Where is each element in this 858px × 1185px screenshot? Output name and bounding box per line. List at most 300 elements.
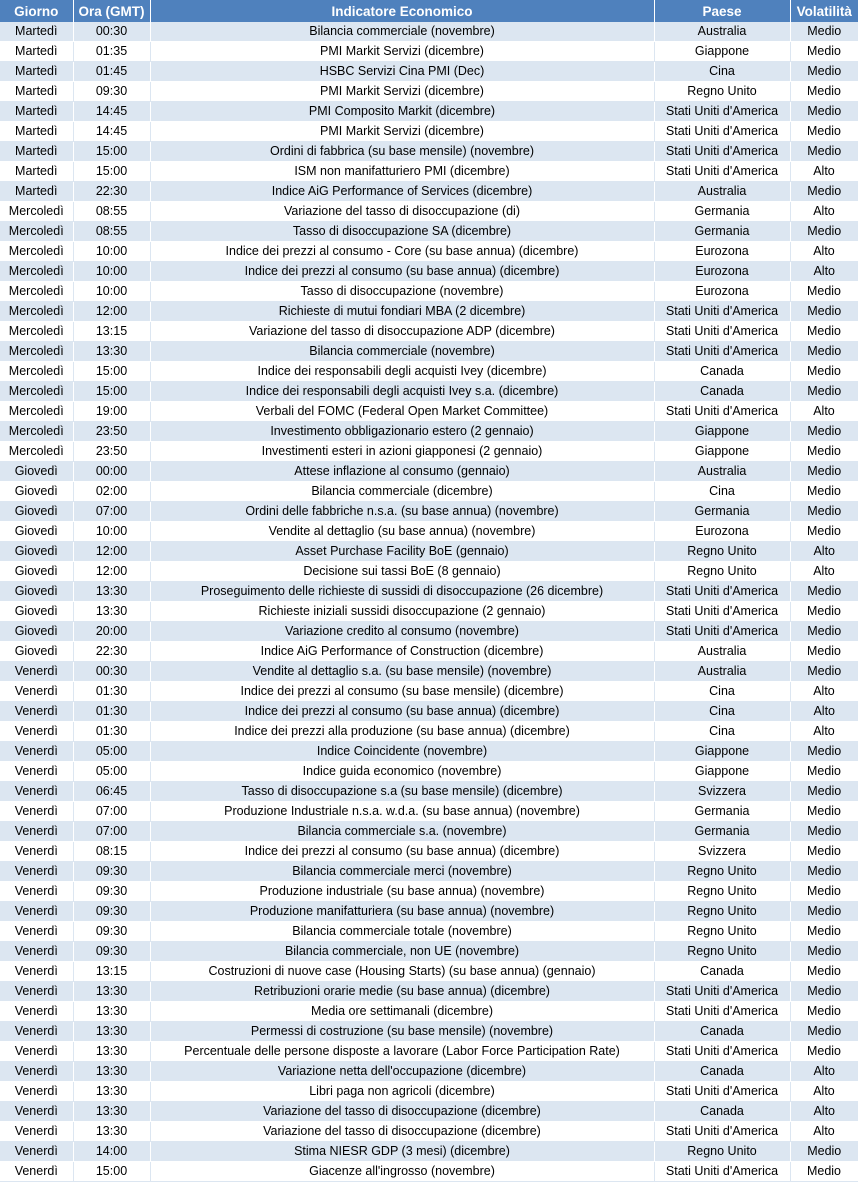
indicator-cell: Percentuale delle persone disposte a lavorare (Labor Force Participation Rate): [150, 1042, 654, 1062]
time-cell: 13:15: [73, 962, 150, 982]
country-cell: Cina: [654, 62, 790, 82]
country-cell: Australia: [654, 182, 790, 202]
time-cell: 13:30: [73, 1122, 150, 1142]
volatility-cell: Medio: [790, 762, 858, 782]
day-cell: Mercoledì: [0, 422, 73, 442]
volatility-cell: Medio: [790, 842, 858, 862]
country-cell: Stati Uniti d'America: [654, 122, 790, 142]
country-cell: Svizzera: [654, 782, 790, 802]
time-cell: 00:00: [73, 462, 150, 482]
day-cell: Giovedì: [0, 622, 73, 642]
day-cell: Venerdì: [0, 1082, 73, 1102]
day-cell: Martedì: [0, 122, 73, 142]
volatility-cell: Medio: [790, 922, 858, 942]
day-cell: Giovedì: [0, 482, 73, 502]
volatility-cell: Medio: [790, 582, 858, 602]
day-cell: Venerdì: [0, 882, 73, 902]
table-row: [0, 162, 858, 182]
volatility-cell: Alto: [790, 202, 858, 222]
indicator-cell: PMI Markit Servizi (dicembre): [150, 122, 654, 142]
country-cell: Canada: [654, 1022, 790, 1042]
day-cell: Mercoledì: [0, 242, 73, 262]
day-cell: Venerdì: [0, 922, 73, 942]
indicator-cell: Investimento obbligazionario estero (2 gennaio): [150, 422, 654, 442]
indicator-cell: Media ore settimanali (dicembre): [150, 1002, 654, 1022]
time-cell: 09:30: [73, 862, 150, 882]
country-cell: Regno Unito: [654, 82, 790, 102]
table-row: [0, 342, 858, 362]
volatility-cell: Alto: [790, 722, 858, 742]
country-cell: Stati Uniti d'America: [654, 302, 790, 322]
indicator-cell: Indice dei responsabili degli acquisti Ivey (dicembre): [150, 362, 654, 382]
table-row: [0, 662, 858, 682]
day-cell: Giovedì: [0, 462, 73, 482]
indicator-cell: Indice dei prezzi al consumo (su base mensile) (dicembre): [150, 682, 654, 702]
country-cell: Canada: [654, 1102, 790, 1122]
country-cell: Stati Uniti d'America: [654, 1122, 790, 1142]
table-row: [0, 142, 858, 162]
volatility-cell: Alto: [790, 1062, 858, 1082]
table-row: [0, 942, 858, 962]
time-cell: 08:15: [73, 842, 150, 862]
indicator-cell: Attese inflazione al consumo (gennaio): [150, 462, 654, 482]
table-row: [0, 1142, 858, 1162]
time-cell: 14:00: [73, 1142, 150, 1162]
day-cell: Giovedì: [0, 562, 73, 582]
table-body: [0, 22, 858, 1182]
time-cell: 07:00: [73, 802, 150, 822]
day-cell: Venerdì: [0, 802, 73, 822]
volatility-cell: Medio: [790, 782, 858, 802]
day-cell: Venerdì: [0, 822, 73, 842]
indicator-cell: Bilancia commerciale totale (novembre): [150, 922, 654, 942]
time-cell: 15:00: [73, 162, 150, 182]
time-cell: 23:50: [73, 442, 150, 462]
table-row: [0, 1022, 858, 1042]
country-cell: Giappone: [654, 422, 790, 442]
volatility-cell: Medio: [790, 822, 858, 842]
day-cell: Venerdì: [0, 782, 73, 802]
table-row: [0, 362, 858, 382]
table-row: [0, 962, 858, 982]
day-cell: Venerdì: [0, 982, 73, 1002]
country-cell: Regno Unito: [654, 1142, 790, 1162]
day-cell: Venerdì: [0, 1122, 73, 1142]
table-row: [0, 202, 858, 222]
volatility-cell: Medio: [790, 302, 858, 322]
indicator-cell: PMI Markit Servizi (dicembre): [150, 42, 654, 62]
country-cell: Cina: [654, 482, 790, 502]
time-cell: 15:00: [73, 1162, 150, 1182]
day-cell: Giovedì: [0, 542, 73, 562]
day-cell: Venerdì: [0, 682, 73, 702]
table-row: [0, 1082, 858, 1102]
table-row: [0, 262, 858, 282]
time-cell: 15:00: [73, 142, 150, 162]
table-row: [0, 382, 858, 402]
day-cell: Martedì: [0, 62, 73, 82]
country-cell: Stati Uniti d'America: [654, 322, 790, 342]
day-cell: Venerdì: [0, 1142, 73, 1162]
indicator-cell: Produzione industriale (su base annua) (novembre): [150, 882, 654, 902]
indicator-cell: Libri paga non agricoli (dicembre): [150, 1082, 654, 1102]
time-cell: 05:00: [73, 762, 150, 782]
country-cell: Canada: [654, 1062, 790, 1082]
volatility-cell: Alto: [790, 1122, 858, 1142]
time-cell: 10:00: [73, 282, 150, 302]
day-cell: Venerdì: [0, 902, 73, 922]
volatility-cell: Alto: [790, 1082, 858, 1102]
table-row: [0, 1162, 858, 1182]
volatility-cell: Medio: [790, 602, 858, 622]
country-cell: Cina: [654, 702, 790, 722]
time-cell: 07:00: [73, 822, 150, 842]
table-row: [0, 982, 858, 1002]
country-cell: Stati Uniti d'America: [654, 402, 790, 422]
country-cell: Regno Unito: [654, 902, 790, 922]
indicator-cell: Giacenze all'ingrosso (novembre): [150, 1162, 654, 1182]
country-cell: Canada: [654, 362, 790, 382]
day-cell: Martedì: [0, 102, 73, 122]
volatility-cell: Medio: [790, 422, 858, 442]
table-row: [0, 722, 858, 742]
day-cell: Giovedì: [0, 502, 73, 522]
indicator-cell: Variazione credito al consumo (novembre): [150, 622, 654, 642]
country-cell: Germania: [654, 502, 790, 522]
day-cell: Giovedì: [0, 602, 73, 622]
country-cell: Stati Uniti d'America: [654, 342, 790, 362]
volatility-cell: Medio: [790, 642, 858, 662]
volatility-cell: Medio: [790, 622, 858, 642]
indicator-cell: Variazione del tasso di disoccupazione (dicembre): [150, 1102, 654, 1122]
country-cell: Svizzera: [654, 842, 790, 862]
day-cell: Venerdì: [0, 942, 73, 962]
table-row: [0, 562, 858, 582]
day-cell: Mercoledì: [0, 222, 73, 242]
indicator-cell: Bilancia commerciale s.a. (novembre): [150, 822, 654, 842]
table-row: [0, 402, 858, 422]
table-row: [0, 102, 858, 122]
time-cell: 13:30: [73, 342, 150, 362]
indicator-cell: PMI Composito Markit (dicembre): [150, 102, 654, 122]
indicator-cell: Indice dei prezzi al consumo (su base annua) (dicembre): [150, 842, 654, 862]
indicator-cell: Proseguimento delle richieste di sussidi di disoccupazione (26 dicembre): [150, 582, 654, 602]
table-row: [0, 902, 858, 922]
indicator-cell: Indice AiG Performance of Services (dicembre): [150, 182, 654, 202]
day-cell: Venerdì: [0, 1162, 73, 1182]
time-cell: 01:30: [73, 702, 150, 722]
time-cell: 15:00: [73, 362, 150, 382]
indicator-cell: Bilancia commerciale (novembre): [150, 342, 654, 362]
header-volatility: Volatilità: [790, 0, 858, 22]
indicator-cell: Bilancia commerciale, non UE (novembre): [150, 942, 654, 962]
country-cell: Stati Uniti d'America: [654, 602, 790, 622]
time-cell: 12:00: [73, 562, 150, 582]
volatility-cell: Medio: [790, 962, 858, 982]
country-cell: Stati Uniti d'America: [654, 1162, 790, 1182]
indicator-cell: Bilancia commerciale merci (novembre): [150, 862, 654, 882]
table-row: [0, 442, 858, 462]
day-cell: Mercoledì: [0, 342, 73, 362]
table-row: [0, 862, 858, 882]
indicator-cell: Richieste di mutui fondiari MBA (2 dicembre): [150, 302, 654, 322]
indicator-cell: Ordini di fabbrica (su base mensile) (novembre): [150, 142, 654, 162]
day-cell: Mercoledì: [0, 302, 73, 322]
indicator-cell: Tasso di disoccupazione SA (dicembre): [150, 222, 654, 242]
country-cell: Stati Uniti d'America: [654, 142, 790, 162]
day-cell: Venerdì: [0, 702, 73, 722]
country-cell: Eurozona: [654, 282, 790, 302]
time-cell: 13:30: [73, 1062, 150, 1082]
time-cell: 22:30: [73, 182, 150, 202]
country-cell: Stati Uniti d'America: [654, 982, 790, 1002]
table-row: [0, 22, 858, 42]
country-cell: Germania: [654, 802, 790, 822]
indicator-cell: Richieste iniziali sussidi disoccupazione (2 gennaio): [150, 602, 654, 622]
country-cell: Eurozona: [654, 262, 790, 282]
volatility-cell: Alto: [790, 162, 858, 182]
volatility-cell: Alto: [790, 242, 858, 262]
volatility-cell: Medio: [790, 182, 858, 202]
country-cell: Germania: [654, 202, 790, 222]
indicator-cell: Bilancia commerciale (dicembre): [150, 482, 654, 502]
time-cell: 10:00: [73, 262, 150, 282]
day-cell: Venerdì: [0, 862, 73, 882]
time-cell: 10:00: [73, 522, 150, 542]
table-row: [0, 922, 858, 942]
day-cell: Giovedì: [0, 582, 73, 602]
volatility-cell: Medio: [790, 122, 858, 142]
day-cell: Giovedì: [0, 642, 73, 662]
day-cell: Martedì: [0, 142, 73, 162]
indicator-cell: Decisione sui tassi BoE (8 gennaio): [150, 562, 654, 582]
time-cell: 13:30: [73, 602, 150, 622]
volatility-cell: Medio: [790, 1042, 858, 1062]
time-cell: 01:30: [73, 682, 150, 702]
indicator-cell: PMI Markit Servizi (dicembre): [150, 82, 654, 102]
indicator-cell: Permessi di costruzione (su base mensile) (novembre): [150, 1022, 654, 1042]
table-row: [0, 622, 858, 642]
volatility-cell: Medio: [790, 282, 858, 302]
time-cell: 13:30: [73, 582, 150, 602]
time-cell: 23:50: [73, 422, 150, 442]
indicator-cell: Indice dei prezzi al consumo (su base annua) (dicembre): [150, 262, 654, 282]
day-cell: Venerdì: [0, 1002, 73, 1022]
country-cell: Canada: [654, 382, 790, 402]
day-cell: Venerdì: [0, 722, 73, 742]
day-cell: Venerdì: [0, 1022, 73, 1042]
day-cell: Mercoledì: [0, 402, 73, 422]
header-day: Giorno: [0, 0, 73, 22]
time-cell: 00:30: [73, 22, 150, 42]
day-cell: Martedì: [0, 22, 73, 42]
time-cell: 09:30: [73, 882, 150, 902]
volatility-cell: Medio: [790, 82, 858, 102]
table-row: [0, 542, 858, 562]
volatility-cell: Medio: [790, 662, 858, 682]
table-row: [0, 762, 858, 782]
indicator-cell: Stima NIESR GDP (3 mesi) (dicembre): [150, 1142, 654, 1162]
country-cell: Australia: [654, 22, 790, 42]
time-cell: 10:00: [73, 242, 150, 262]
table-row: [0, 122, 858, 142]
country-cell: Giappone: [654, 442, 790, 462]
table-row: [0, 822, 858, 842]
table-row: [0, 802, 858, 822]
indicator-cell: Indice dei prezzi al consumo - Core (su base annua) (dicembre): [150, 242, 654, 262]
day-cell: Mercoledì: [0, 322, 73, 342]
country-cell: Stati Uniti d'America: [654, 162, 790, 182]
volatility-cell: Medio: [790, 362, 858, 382]
time-cell: 01:30: [73, 722, 150, 742]
day-cell: Mercoledì: [0, 442, 73, 462]
volatility-cell: Medio: [790, 462, 858, 482]
country-cell: Cina: [654, 682, 790, 702]
table-row: [0, 302, 858, 322]
time-cell: 19:00: [73, 402, 150, 422]
table-row: [0, 1042, 858, 1062]
time-cell: 13:30: [73, 1002, 150, 1022]
volatility-cell: Medio: [790, 902, 858, 922]
table-row: [0, 322, 858, 342]
time-cell: 01:35: [73, 42, 150, 62]
volatility-cell: Alto: [790, 682, 858, 702]
day-cell: Venerdì: [0, 762, 73, 782]
country-cell: Australia: [654, 642, 790, 662]
table-row: [0, 482, 858, 502]
volatility-cell: Medio: [790, 942, 858, 962]
table-row: [0, 462, 858, 482]
indicator-cell: Produzione manifatturiera (su base annua) (novembre): [150, 902, 654, 922]
day-cell: Venerdì: [0, 1102, 73, 1122]
country-cell: Giappone: [654, 762, 790, 782]
volatility-cell: Medio: [790, 22, 858, 42]
country-cell: Stati Uniti d'America: [654, 622, 790, 642]
indicator-cell: Ordini delle fabbriche n.s.a. (su base annua) (novembre): [150, 502, 654, 522]
indicator-cell: Indice dei prezzi al consumo (su base annua) (dicembre): [150, 702, 654, 722]
volatility-cell: Medio: [790, 1142, 858, 1162]
header-time: Ora (GMT): [73, 0, 150, 22]
country-cell: Canada: [654, 962, 790, 982]
volatility-cell: Medio: [790, 62, 858, 82]
indicator-cell: Variazione netta dell'occupazione (dicembre): [150, 1062, 654, 1082]
time-cell: 08:55: [73, 202, 150, 222]
indicator-cell: Asset Purchase Facility BoE (gennaio): [150, 542, 654, 562]
table-row: [0, 422, 858, 442]
time-cell: 14:45: [73, 122, 150, 142]
header-row: [0, 0, 858, 22]
day-cell: Mercoledì: [0, 202, 73, 222]
table-row: [0, 1122, 858, 1142]
volatility-cell: Medio: [790, 322, 858, 342]
indicator-cell: Variazione del tasso di disoccupazione (dicembre): [150, 1122, 654, 1142]
volatility-cell: Medio: [790, 382, 858, 402]
table-row: [0, 282, 858, 302]
time-cell: 13:30: [73, 1022, 150, 1042]
time-cell: 09:30: [73, 902, 150, 922]
table-row: [0, 42, 858, 62]
volatility-cell: Alto: [790, 1102, 858, 1122]
volatility-cell: Alto: [790, 562, 858, 582]
header-country: Paese: [654, 0, 790, 22]
volatility-cell: Medio: [790, 142, 858, 162]
time-cell: 02:00: [73, 482, 150, 502]
volatility-cell: Medio: [790, 1022, 858, 1042]
table-row: [0, 882, 858, 902]
country-cell: Regno Unito: [654, 942, 790, 962]
table-row: [0, 1002, 858, 1022]
day-cell: Giovedì: [0, 522, 73, 542]
country-cell: Germania: [654, 822, 790, 842]
table-row: [0, 502, 858, 522]
time-cell: 07:00: [73, 502, 150, 522]
indicator-cell: Indice AiG Performance of Construction (dicembre): [150, 642, 654, 662]
country-cell: Stati Uniti d'America: [654, 582, 790, 602]
country-cell: Australia: [654, 462, 790, 482]
indicator-cell: Vendite al dettaglio s.a. (su base mensile) (novembre): [150, 662, 654, 682]
volatility-cell: Medio: [790, 982, 858, 1002]
time-cell: 06:45: [73, 782, 150, 802]
time-cell: 14:45: [73, 102, 150, 122]
country-cell: Stati Uniti d'America: [654, 102, 790, 122]
header-indicator: Indicatore Economico: [150, 0, 654, 22]
country-cell: Regno Unito: [654, 882, 790, 902]
indicator-cell: Investimenti esteri in azioni giapponesi (2 gennaio): [150, 442, 654, 462]
time-cell: 01:45: [73, 62, 150, 82]
time-cell: 09:30: [73, 922, 150, 942]
volatility-cell: Medio: [790, 522, 858, 542]
day-cell: Venerdì: [0, 1042, 73, 1062]
table-row: [0, 682, 858, 702]
indicator-cell: HSBC Servizi Cina PMI (Dec): [150, 62, 654, 82]
table-row: [0, 1102, 858, 1122]
country-cell: Stati Uniti d'America: [654, 1042, 790, 1062]
day-cell: Martedì: [0, 162, 73, 182]
indicator-cell: Indice Coincidente (novembre): [150, 742, 654, 762]
table-row: [0, 62, 858, 82]
volatility-cell: Medio: [790, 482, 858, 502]
country-cell: Regno Unito: [654, 922, 790, 942]
volatility-cell: Medio: [790, 102, 858, 122]
day-cell: Venerdì: [0, 962, 73, 982]
time-cell: 05:00: [73, 742, 150, 762]
volatility-cell: Medio: [790, 742, 858, 762]
volatility-cell: Medio: [790, 1162, 858, 1182]
day-cell: Venerdì: [0, 1062, 73, 1082]
volatility-cell: Medio: [790, 222, 858, 242]
time-cell: 13:30: [73, 1102, 150, 1122]
time-cell: 22:30: [73, 642, 150, 662]
table-row: [0, 582, 858, 602]
volatility-cell: Medio: [790, 42, 858, 62]
indicator-cell: Vendite al dettaglio (su base annua) (novembre): [150, 522, 654, 542]
volatility-cell: Alto: [790, 262, 858, 282]
country-cell: Regno Unito: [654, 562, 790, 582]
day-cell: Mercoledì: [0, 382, 73, 402]
country-cell: Stati Uniti d'America: [654, 1002, 790, 1022]
volatility-cell: Medio: [790, 342, 858, 362]
time-cell: 09:30: [73, 942, 150, 962]
time-cell: 12:00: [73, 542, 150, 562]
table-row: [0, 182, 858, 202]
volatility-cell: Medio: [790, 502, 858, 522]
time-cell: 13:30: [73, 982, 150, 1002]
volatility-cell: Medio: [790, 862, 858, 882]
table-row: [0, 842, 858, 862]
table-row: [0, 602, 858, 622]
indicator-cell: Retribuzioni orarie medie (su base annua) (dicembre): [150, 982, 654, 1002]
table-row: [0, 82, 858, 102]
